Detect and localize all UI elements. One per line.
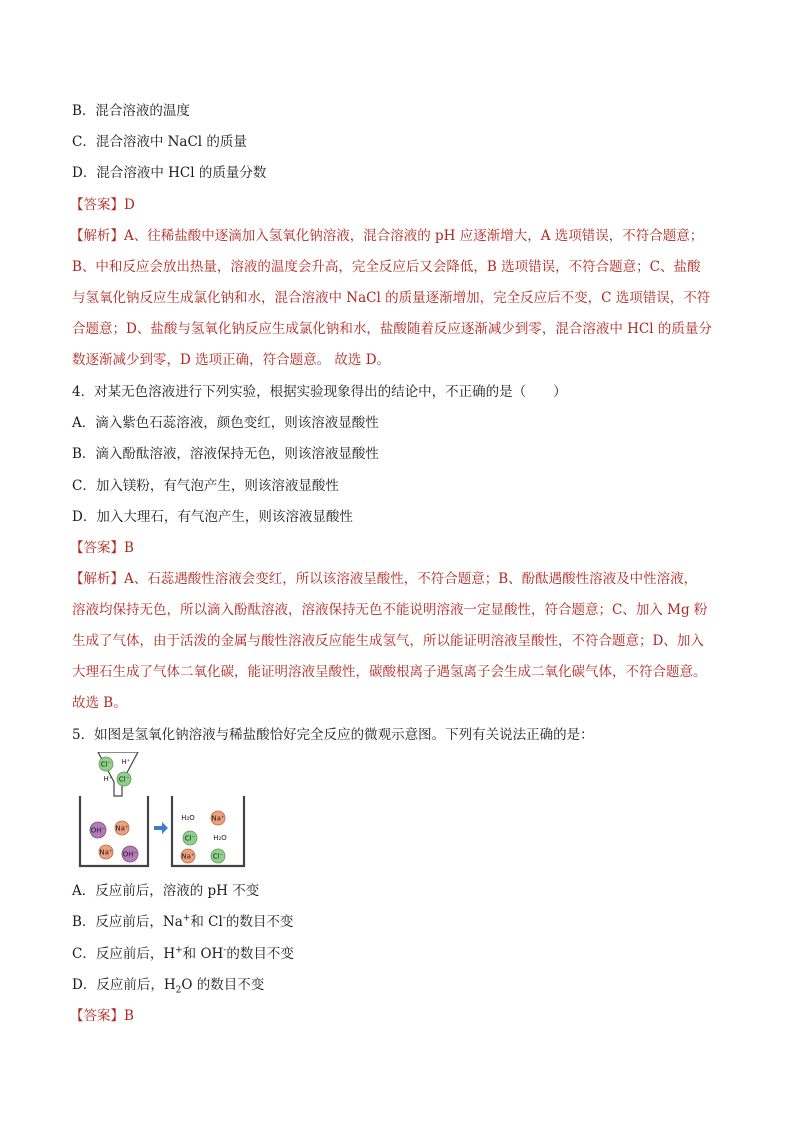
q5-stem: 5．如图是氢氧化钠溶液与稀盐酸恰好完全反应的微观示意图。下列有关说法正确的是：: [72, 727, 594, 743]
q4-analysis-line: 大理石生成了气体二氧化碳，能证明溶液呈酸性，碳酸根离子遇氢离子会生成二氧化碳气体，不符合题意。: [72, 664, 707, 680]
funnel-ion-label: H⁺: [121, 758, 131, 766]
right-item-label: H₂O: [213, 834, 227, 842]
left-ion-label: OH⁻: [122, 850, 138, 859]
right-item-label: Cl⁻: [184, 834, 196, 843]
q5-option-a: A．反应前后，溶液的 pH 不变: [72, 883, 260, 899]
q5-option-c: C．反应前后，H+和 OH-的数目不变: [72, 945, 294, 962]
q4-analysis-line: 溶液均保持无色，所以滴入酚酞溶液，溶液保持无色不能说明溶液一定显酸性，符合题意；C、加入 Mg 粉: [72, 602, 708, 618]
right-item-label: Na⁺: [181, 852, 195, 861]
q4-answer: [70, 538, 730, 558]
left-ion-label: Na⁺: [115, 824, 129, 833]
q3-answer: [70, 195, 730, 215]
right-item-label: Cl⁻: [212, 852, 224, 861]
analysis-tag: 【解析】: [70, 571, 124, 587]
q3-analysis-line: 数逐渐减少到零，D 选项正确，符合题意。 故选 D。: [72, 352, 391, 368]
left-ion-label: OH⁻: [90, 826, 106, 835]
right-item-label: Na⁺: [211, 814, 225, 823]
q4-analysis-line: 故选 B。: [72, 695, 127, 711]
answer-value: B: [124, 540, 134, 556]
arrow-icon: [154, 822, 168, 834]
q4-stem: 4．对某无色溶液进行下列实验，根据实验现象得出的结论中，不正确的是（ ）: [72, 384, 567, 400]
answer-value: B: [124, 1008, 134, 1024]
answer-tag: 【答案】: [70, 1008, 124, 1024]
q5-answer: [70, 1006, 730, 1026]
answer-tag: 【答案】: [70, 197, 124, 213]
q4-option-a: A．滴入紫色石蕊溶液，颜色变红，则该溶液显酸性: [72, 415, 379, 431]
funnel-ion-label: Cl⁻: [118, 775, 130, 784]
q3-analysis-line: 【解析】A、往稀盐酸中逐滴加入氢氧化钠溶液，混合溶液的 pH 应逐渐增大，A 选项错误，不符合题意；: [70, 228, 704, 244]
q3-option-d: D．混合溶液中 HCl 的质量分数: [72, 165, 267, 181]
q3-option-c: C．混合溶液中 NaCl 的质量: [72, 134, 247, 150]
q3-option-b: B．混合溶液的温度: [72, 103, 190, 119]
right-item-label: H₂O: [181, 814, 195, 822]
funnel-ion-label: Cl⁻: [100, 760, 112, 769]
q3-analysis-line: B、中和反应会放出热量，溶液的温度会升高，完全反应后又会降低，B 选项错误，不符合题意；C、盐酸: [72, 259, 701, 275]
left-ion-label: Na⁺: [99, 848, 113, 857]
analysis-tag: 【解析】: [70, 228, 124, 244]
q4-option-c: C．加入镁粉，有气泡产生，则该溶液显酸性: [72, 478, 339, 494]
q3-analysis-line: 合题意；D、盐酸与氢氧化钠反应生成氯化钠和水，盐酸随着反应逐渐减少到零，混合溶液中 HCl 的质量分: [72, 321, 712, 337]
reaction-diagram: [76, 752, 256, 870]
q5-option-d: D．反应前后，$H_2O$ 的数目不变: [72, 977, 265, 996]
answer-value: D: [124, 197, 135, 213]
answer-tag: 【答案】: [70, 540, 124, 556]
q4-analysis-line: 【解析】A、石蕊遇酸性溶液会变红，所以该溶液呈酸性，不符合题意；B、酚酞遇酸性溶液及中性溶液，: [70, 571, 698, 587]
q5-option-b: B．反应前后，Na+和 Cl-的数目不变: [72, 913, 294, 930]
q3-analysis-line: 与氢氧化钠反应生成氯化钠和水，混合溶液中 NaCl 的质量逐渐增加，完全反应后不变，C 选项错误，不符: [72, 290, 711, 306]
q4-option-b: B．滴入酚酞溶液，溶液保持无色，则该溶液显酸性: [72, 446, 379, 462]
q4-analysis-line: 生成了气体，由于活泼的金属与酸性溶液反应能生成氢气，所以能证明溶液呈酸性，不符合题意；D、加入: [72, 633, 704, 649]
q4-option-d: D．加入大理石，有气泡产生，则该溶液显酸性: [72, 509, 353, 525]
funnel-ion-label: H⁺: [103, 775, 113, 783]
